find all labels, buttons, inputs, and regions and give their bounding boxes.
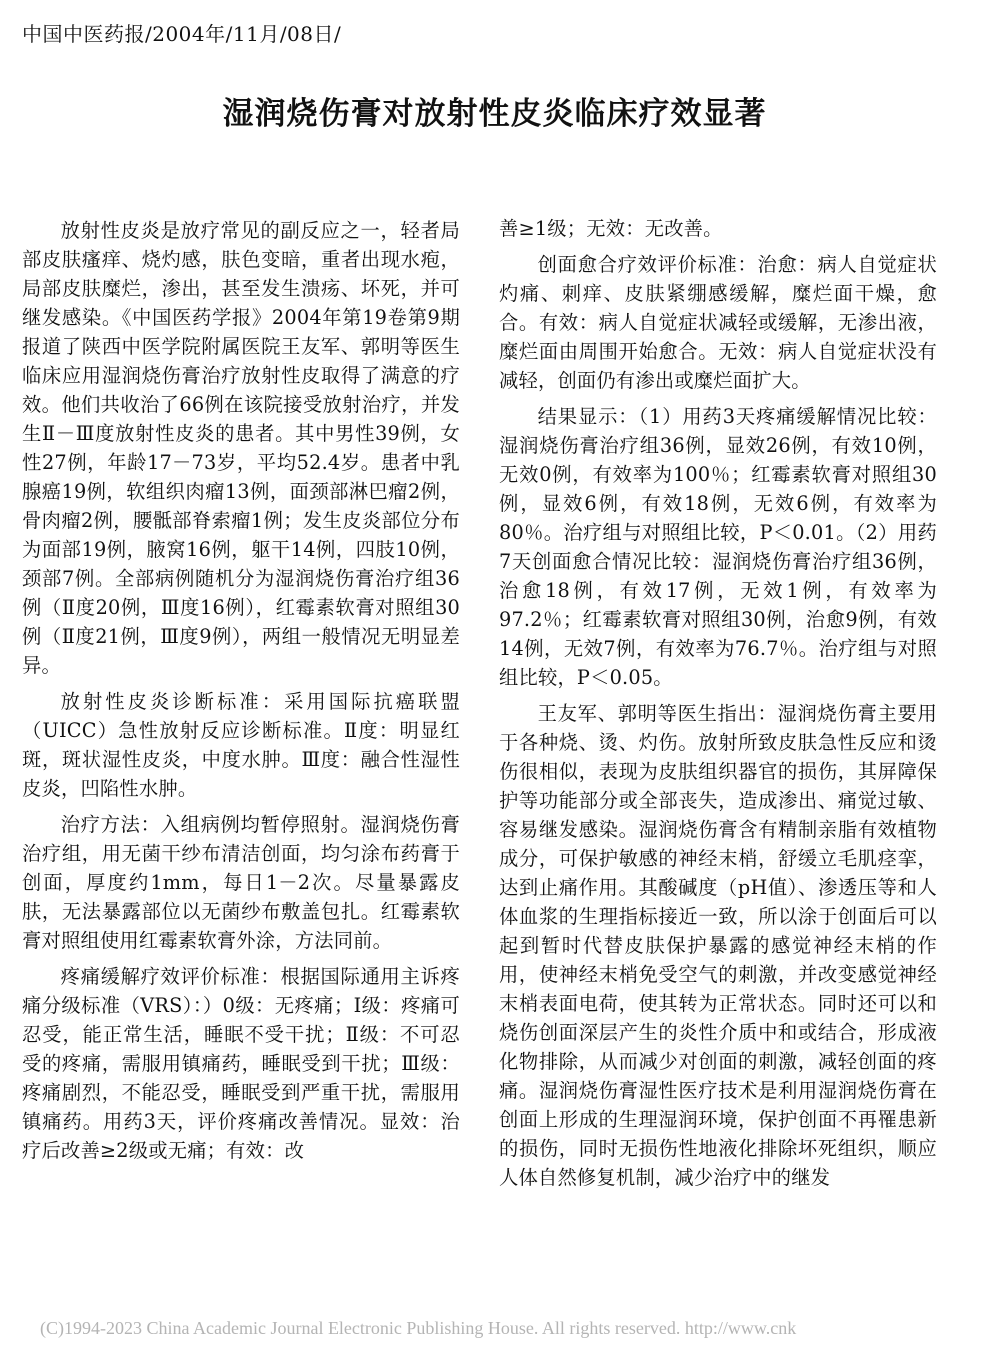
copyright-watermark: (C)1994-2023 China Academic Journal Electronic Publishing House. All rights reserved. http://www.cnk	[40, 1318, 797, 1338]
paragraph: 王友军、郭明等医生指出：湿润烧伤膏主要用于各种烧、烫、灼伤。放射所致皮肤急性反应和烫伤很相似，表现为皮肤组织器官的损伤，其屏障保护等功能部分或全部丧失，造成渗出、痛觉过敏、容易继发感染。湿润烧伤膏含有精制亲脂有效植物成分，可保护敏感的神经末梢，舒缓立毛肌痉挛，达到止痛作用。其酸碱度（pH值）、渗透压等和人体血浆的生理指标接近一致，所以涂于创面后可以起到暂时代替皮肤保护暴露的感觉神经末梢的作用，使神经末梢免受空气的刺激，并改变感觉神经末梢表面电荷，使其转为正常状态。同时还可以和烧伤创面深层产生的炎性介质中和或结合，形成液化物排除，从而减少对创面的刺激，减轻创面的疼痛。湿润烧伤膏湿性医疗技术是利用湿润烧伤膏在创面上形成的生理湿润环境，保护创面不再罹患新的损伤，同时无损伤性地液化排除坏死组织，顺应人体自然修复机制，减少治疗中的继发	[499, 702, 937, 1189]
paragraph: 结果显示：（1）用药3天疼痛缓解情况比较：湿润烧伤膏治疗组36例，显效26例，有效10例，无效0例，有效率为100％；红霉素软膏对照组30例，显效6例，有效18例，无效6例，有效率为80％。治疗组与对照组比较，P＜0.01。（2）用药7天创面愈合情况比较：湿润烧伤膏治疗组36例，治愈18例，有效17例，无效1例，有效率为97.2％；红霉素软膏对照组30例，治愈9例，有效14例，无效7例，有效率为76.7％。治疗组与对照组比较，P＜0.05。	[499, 405, 937, 689]
left-column	[22, 216, 460, 1172]
paragraph: 放射性皮炎是放疗常见的副反应之一，轻者局部皮肤瘙痒、烧灼感，肤色变暗，重者出现水疱，局部皮肤糜烂，渗出，甚至发生溃疡、坏死，并可继发感染。《中国医药学报》2004年第19卷第9期报道了陕西中医学院附属医院王友军、郭明等医生临床应用湿润烧伤膏治疗放射性皮取得了满意的疗效。他们共收治了66例在该院接受放射治疗，并发生Ⅱ－Ⅲ度放射性皮炎的患者。其中男性39例，女性27例，年龄17－73岁，平均52.4岁。患者中乳腺癌19例，软组织肉瘤13例，面颈部淋巴瘤2例，骨肉瘤2例，腰骶部脊索瘤1例；发生皮炎部位分布为面部19例，腋窝16例，躯干14例，四肢10例，颈部7例。全部病例随机分为湿润烧伤膏治疗组36例（Ⅱ度20例，Ⅲ度16例），红霉素软膏对照组30例（Ⅱ度21例，Ⅲ度9例），两组一般情况无明显差异。	[22, 219, 460, 677]
publication-source: 中国中医药报/2004年/11月/08日/	[22, 22, 342, 46]
paragraph: 创面愈合疗效评价标准：治愈：病人自觉症状灼痛、刺痒、皮肤紧绷感缓解，糜烂面干燥，愈合。有效：病人自觉症状减轻或缓解，无渗出液，糜烂面由周围开始愈合。无效：病人自觉症状没有减轻，创面仍有渗出或糜烂面扩大。	[499, 253, 937, 392]
paragraph: 疼痛缓解疗效评价标准：根据国际通用主诉疼痛分级标准（VRS）：）0级：无疼痛；Ⅰ级：疼痛可忍受，能正常生活，睡眠不受干扰；Ⅱ级：不可忍受的疼痛，需服用镇痛药，睡眠受到干扰；Ⅲ级：疼痛剧烈，不能忍受，睡眠受到严重干扰，需服用镇痛药。用药3天，评价疼痛改善情况。显效：治疗后改善≥2级或无痛；有效：改	[22, 965, 460, 1162]
article-title: 湿润烧伤膏对放射性皮炎临床疗效显著	[222, 96, 767, 132]
paragraph-continuation: 善≥1级；无效：无改善。	[499, 217, 723, 240]
paragraph: 治疗方法：入组病例均暂停照射。湿润烧伤膏治疗组，用无菌干纱布清洁创面，均匀涂布药膏于创面，厚度约1mm，每日1－2次。尽量暴露皮肤，无法暴露部位以无菌纱布敷盖包扎。红霉素软膏对照组使用红霉素软膏外涂，方法同前。	[22, 813, 460, 952]
right-column	[499, 214, 937, 1199]
paragraph: 放射性皮炎诊断标准：采用国际抗癌联盟（UICC）急性放射反应诊断标准。Ⅱ度：明显红斑，斑状湿性皮炎，中度水肿。Ⅲ度：融合性湿性皮炎，凹陷性水肿。	[22, 690, 460, 800]
